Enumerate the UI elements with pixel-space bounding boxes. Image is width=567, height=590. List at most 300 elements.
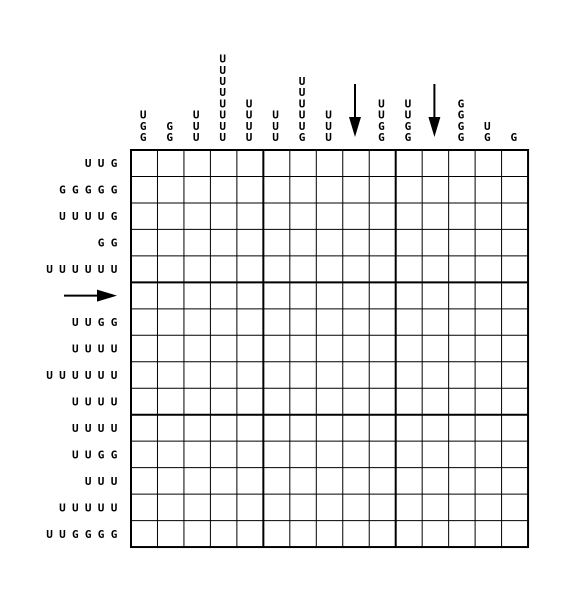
grid-cell[interactable] [369,335,395,361]
grid-cell[interactable] [237,335,263,361]
grid-cell[interactable] [131,521,157,547]
row-clue-symbol: U [46,263,53,277]
grid-cell[interactable] [449,468,475,494]
grid-cell[interactable] [449,282,475,308]
grid-cell[interactable] [290,282,316,308]
grid-cell[interactable] [422,229,448,255]
row-clue [46,369,118,382]
grid-cell[interactable] [343,362,369,388]
column-clue-symbol: U [219,108,226,122]
column-clue [484,120,491,144]
grid-cell[interactable] [263,441,289,467]
grid-cell[interactable] [237,256,263,282]
grid-cell[interactable] [343,388,369,414]
grid-cell[interactable] [157,229,183,255]
row-clue-symbol: U [71,448,79,462]
grid-cell[interactable] [263,521,289,547]
grid-cell[interactable] [131,468,157,494]
row-clue-symbol: U [97,368,105,382]
grid-cell[interactable] [343,468,369,494]
grid-cell[interactable] [502,415,528,441]
grid-cell[interactable] [475,256,501,282]
row-clue [72,448,118,461]
grid-cell[interactable] [396,203,422,229]
grid-cell[interactable] [343,415,369,441]
grid-cell[interactable] [316,521,342,547]
grid-cell[interactable] [475,441,501,467]
grid-cell[interactable] [157,309,183,335]
grid-cell[interactable] [396,362,422,388]
grid-cell[interactable] [184,494,210,520]
column-clue-symbol: G [378,131,385,144]
grid-cell[interactable] [263,309,289,335]
row-clue-symbol: G [97,527,105,541]
grid-cell[interactable] [343,256,369,282]
grid-cell[interactable] [449,494,475,520]
grid-cell[interactable] [237,415,263,441]
grid-cell[interactable] [290,229,316,255]
grid-cell[interactable] [210,176,236,202]
grid-cell[interactable] [316,176,342,202]
grid-cell[interactable] [184,309,210,335]
column-clue [166,120,173,144]
grid-cell[interactable] [237,441,263,467]
grid-cell[interactable] [369,203,395,229]
grid-cell[interactable] [131,441,157,467]
grid-cell[interactable] [131,335,157,361]
right-arrow-icon [97,290,117,302]
grid-cell[interactable] [210,150,236,176]
grid-cell[interactable] [369,494,395,520]
grid-cell[interactable] [157,415,183,441]
grid-cell[interactable] [369,441,395,467]
column-clue-symbol: U [219,97,226,111]
grid-cell[interactable] [343,521,369,547]
grid-cell[interactable] [475,176,501,202]
grid-cell[interactable] [475,494,501,520]
grid-cell[interactable] [396,335,422,361]
grid-cell[interactable] [210,468,236,494]
row-clue-symbol: U [59,501,66,515]
grid-cell[interactable] [131,150,157,176]
grid-cell[interactable] [157,150,183,176]
grid-cell[interactable] [316,203,342,229]
row-clue-symbol: U [110,474,118,488]
column-clue [246,97,253,144]
grid-cell[interactable] [422,415,448,441]
grid-cell[interactable] [369,282,395,308]
grid-cell[interactable] [449,150,475,176]
column-clue-symbol: U [219,86,226,100]
grid-cell[interactable] [502,150,528,176]
grid-cell[interactable] [184,415,210,441]
grid-cell[interactable] [422,176,448,202]
row-clue-symbol: U [71,342,79,356]
grid-cell[interactable] [157,176,183,202]
column-clue-symbol: U [272,131,279,144]
grid-cell[interactable] [422,388,448,414]
row-clue [72,422,118,435]
grid-cell[interactable] [210,229,236,255]
grid-cell[interactable] [343,335,369,361]
grid-cell[interactable] [237,388,263,414]
grid-cell[interactable] [263,150,289,176]
grid-cell[interactable] [475,282,501,308]
grid-cell[interactable] [343,309,369,335]
down-arrow-icon [428,117,440,137]
row-clue-symbol: U [46,368,53,382]
grid-cell[interactable] [290,176,316,202]
grid-cell[interactable] [396,309,422,335]
row-clue [46,263,118,276]
grid-cell[interactable] [422,521,448,547]
grid-cell[interactable] [502,203,528,229]
grid-cell[interactable] [316,256,342,282]
grid-cell[interactable] [422,494,448,520]
column-clue-symbol: G [378,119,385,133]
grid-cell[interactable] [343,150,369,176]
grid-cell[interactable] [502,282,528,308]
grid-cell[interactable] [237,494,263,520]
grid-cell[interactable] [184,282,210,308]
grid-cell[interactable] [131,309,157,335]
grid-cell[interactable] [422,150,448,176]
grid-cell[interactable] [157,362,183,388]
grid-cell[interactable] [396,388,422,414]
grid-cell[interactable] [316,494,342,520]
grid-cell[interactable] [210,203,236,229]
row-clue-symbol: G [110,183,118,197]
row-clue-symbol: G [110,210,118,224]
grid-cell[interactable] [396,229,422,255]
grid-cell[interactable] [131,362,157,388]
row-clue-symbol: U [97,501,105,515]
column-clue-symbol: U [484,119,491,133]
grid-cell[interactable] [449,441,475,467]
grid-cell[interactable] [290,150,316,176]
grid-cell[interactable] [502,388,528,414]
grid-cell[interactable] [422,203,448,229]
grid-cell[interactable] [184,388,210,414]
grid-cell[interactable] [449,388,475,414]
grid-cell[interactable] [475,150,501,176]
row-clue-symbol: U [71,368,79,382]
grid-cell[interactable] [316,441,342,467]
column-clue-symbol: U [245,119,253,133]
grid-cell[interactable] [263,203,289,229]
grid-cell[interactable] [475,203,501,229]
grid-cell[interactable] [475,309,501,335]
row-clue-symbol: U [110,421,118,435]
grid-cell[interactable] [369,468,395,494]
grid-cell[interactable] [131,203,157,229]
grid-cell[interactable] [422,441,448,467]
grid-cell[interactable] [237,282,263,308]
row-clue [46,528,118,541]
grid-cell[interactable] [157,468,183,494]
grid-cell[interactable] [210,335,236,361]
grid-cell[interactable] [263,415,289,441]
grid-cell[interactable] [343,203,369,229]
row-clue-symbol: U [71,210,79,224]
grid-cell[interactable] [422,362,448,388]
grid-cell[interactable] [449,335,475,361]
grid-cell[interactable] [290,388,316,414]
grid-cell[interactable] [290,441,316,467]
grid-cell[interactable] [157,388,183,414]
grid-cell[interactable] [502,521,528,547]
grid-cell[interactable] [184,468,210,494]
grid-cell[interactable] [475,388,501,414]
grid-cell[interactable] [184,176,210,202]
grid-cell[interactable] [343,441,369,467]
column-clue-symbol: U [298,97,306,111]
grid-cell[interactable] [316,150,342,176]
grid-cell[interactable] [396,441,422,467]
grid-cell[interactable] [396,521,422,547]
grid-cell[interactable] [422,282,448,308]
grid-cell[interactable] [343,494,369,520]
column-clue [299,75,306,144]
grid-cell[interactable] [502,362,528,388]
grid-cell[interactable] [184,256,210,282]
grid-cell[interactable] [184,150,210,176]
grid-cell[interactable] [475,335,501,361]
grid-cell[interactable] [502,229,528,255]
row-clue-symbol: G [71,527,79,541]
row-clue-symbol: U [110,263,118,277]
grid-cell[interactable] [184,229,210,255]
grid-cell[interactable] [157,494,183,520]
row-clue-symbol: G [110,448,118,462]
row-clue-symbol: G [84,527,92,541]
column-clue-symbol: G [457,131,465,144]
grid-cell[interactable] [263,335,289,361]
column-clues [140,53,518,144]
grid-cell[interactable] [131,229,157,255]
column-clue-symbol: U [219,75,226,88]
grid-cell[interactable] [316,415,342,441]
grid-cell[interactable] [290,362,316,388]
grid-cell[interactable] [263,468,289,494]
row-clue-symbol: U [59,263,66,277]
grid-cell[interactable] [475,521,501,547]
grid-cell[interactable] [210,362,236,388]
grid-cell[interactable] [502,335,528,361]
column-clue-symbol: U [378,97,385,111]
grid-cell[interactable] [131,256,157,282]
grid-cell[interactable] [290,256,316,282]
grid-cell[interactable] [502,468,528,494]
grid-cell[interactable] [369,229,395,255]
grid-cell[interactable] [316,309,342,335]
grid-cell[interactable] [343,282,369,308]
grid-cell[interactable] [422,309,448,335]
grid-cell[interactable] [449,176,475,202]
grid-cell[interactable] [237,521,263,547]
grid-cell[interactable] [449,521,475,547]
grid-cell[interactable] [184,441,210,467]
row-clue-symbol: G [110,316,118,330]
grid-cell[interactable] [210,415,236,441]
grid-cell[interactable] [449,309,475,335]
grid-cell[interactable] [157,335,183,361]
grid-cell[interactable] [502,176,528,202]
grid-cell[interactable] [369,362,395,388]
grid-cell[interactable] [263,282,289,308]
grid-cell[interactable] [475,415,501,441]
row-clue [85,157,118,170]
grid-cell[interactable] [290,468,316,494]
column-clue-symbol: U [298,75,306,88]
grid-cell[interactable] [184,362,210,388]
row-clue-symbol: G [110,527,118,541]
grid-cell[interactable] [316,362,342,388]
grid-cell[interactable] [157,256,183,282]
row-clue-symbol: G [84,183,92,197]
row-clue-symbol: U [71,263,79,277]
grid-cell[interactable] [449,362,475,388]
column-clue-symbol: U [245,131,253,144]
grid-cell[interactable] [502,256,528,282]
grid-cell[interactable] [449,229,475,255]
grid-cell[interactable] [210,441,236,467]
column-clue [511,131,518,144]
grid-cell[interactable] [369,388,395,414]
grid-cell[interactable] [157,203,183,229]
grid-cell[interactable] [369,176,395,202]
grid-cell[interactable] [369,256,395,282]
grid-cell[interactable] [210,388,236,414]
grid-cell[interactable] [290,309,316,335]
grid-cell[interactable] [184,335,210,361]
grid-cell[interactable] [290,203,316,229]
grid-cell[interactable] [290,494,316,520]
grid-cell[interactable] [369,150,395,176]
grid-cell[interactable] [131,282,157,308]
row-clue-symbol: G [110,157,118,171]
row-clue-symbol: U [84,395,92,409]
grid-cell[interactable] [422,335,448,361]
grid-cell[interactable] [210,282,236,308]
grid-cell[interactable] [184,521,210,547]
grid-cell[interactable] [290,415,316,441]
grid-cell[interactable] [475,362,501,388]
grid-cell[interactable] [263,176,289,202]
grid-cell[interactable] [131,415,157,441]
grid-cell[interactable] [184,203,210,229]
grid-cell[interactable] [237,362,263,388]
grid-cell[interactable] [237,309,263,335]
grid-cell[interactable] [449,203,475,229]
grid-cell[interactable] [131,176,157,202]
column-clue [272,109,279,144]
column-clue [378,97,385,144]
grid-cell[interactable] [131,388,157,414]
grid-cell[interactable] [316,282,342,308]
column-clue-symbol: U [219,119,226,133]
grid-cell[interactable] [396,150,422,176]
grid-cell[interactable] [343,229,369,255]
grid-cell[interactable] [502,441,528,467]
row-clue-symbol: U [97,421,105,435]
column-clue-symbol: U [404,97,412,111]
column-clue-symbol: G [457,119,465,133]
grid-cell[interactable] [449,415,475,441]
grid-cell[interactable] [396,176,422,202]
grid-cell[interactable] [396,256,422,282]
row-clue-symbol: U [97,263,105,277]
grid-cell[interactable] [343,176,369,202]
grid-cell[interactable] [210,521,236,547]
column-clue-symbol: U [219,131,226,144]
column-clue-symbol: U [192,131,200,144]
grid-cell[interactable] [290,335,316,361]
grid-cell[interactable] [369,415,395,441]
grid-cell[interactable] [369,521,395,547]
grid-cell[interactable] [449,256,475,282]
grid-cell[interactable] [316,468,342,494]
grid-cell[interactable] [237,176,263,202]
grid-cell[interactable] [210,494,236,520]
column-clue [428,84,440,137]
grid-cell[interactable] [237,468,263,494]
grid-cell[interactable] [316,229,342,255]
grid-cell[interactable] [237,229,263,255]
grid-cell[interactable] [263,362,289,388]
grid-cell[interactable] [237,203,263,229]
puzzle-grid[interactable] [131,150,528,547]
column-clue-symbol: U [139,108,147,122]
column-clue-symbol: U [325,119,332,133]
grid-cell[interactable] [475,229,501,255]
grid-cell[interactable] [210,256,236,282]
grid-cell[interactable] [263,256,289,282]
grid-cell[interactable] [157,441,183,467]
grid-cell[interactable] [502,494,528,520]
grid-cell[interactable] [422,468,448,494]
column-clue-symbol: G [166,119,174,133]
grid-cell[interactable] [396,282,422,308]
grid-cell[interactable] [396,468,422,494]
grid-cell[interactable] [263,229,289,255]
grid-cell[interactable] [237,150,263,176]
grid-cell[interactable] [210,309,236,335]
grid-cell[interactable] [369,309,395,335]
row-clue [72,395,118,408]
row-clue-symbol: U [46,527,53,541]
grid-cell[interactable] [396,415,422,441]
row-clue [72,316,118,329]
grid-cell[interactable] [157,282,183,308]
row-clue-symbol: U [71,316,79,330]
grid-cell[interactable] [475,468,501,494]
grid-cell[interactable] [502,309,528,335]
grid-cell[interactable] [290,521,316,547]
row-clue-symbol: U [97,210,105,224]
grid-cell[interactable] [263,388,289,414]
row-clue [59,210,118,223]
column-clue [405,97,412,144]
grid-cell[interactable] [316,388,342,414]
column-clue-symbol: U [378,108,385,122]
grid-cell[interactable] [422,256,448,282]
grid-cell[interactable] [316,335,342,361]
grid-cell[interactable] [396,494,422,520]
grid-cell[interactable] [263,494,289,520]
grid-cell[interactable] [157,521,183,547]
grid-cell[interactable] [131,494,157,520]
